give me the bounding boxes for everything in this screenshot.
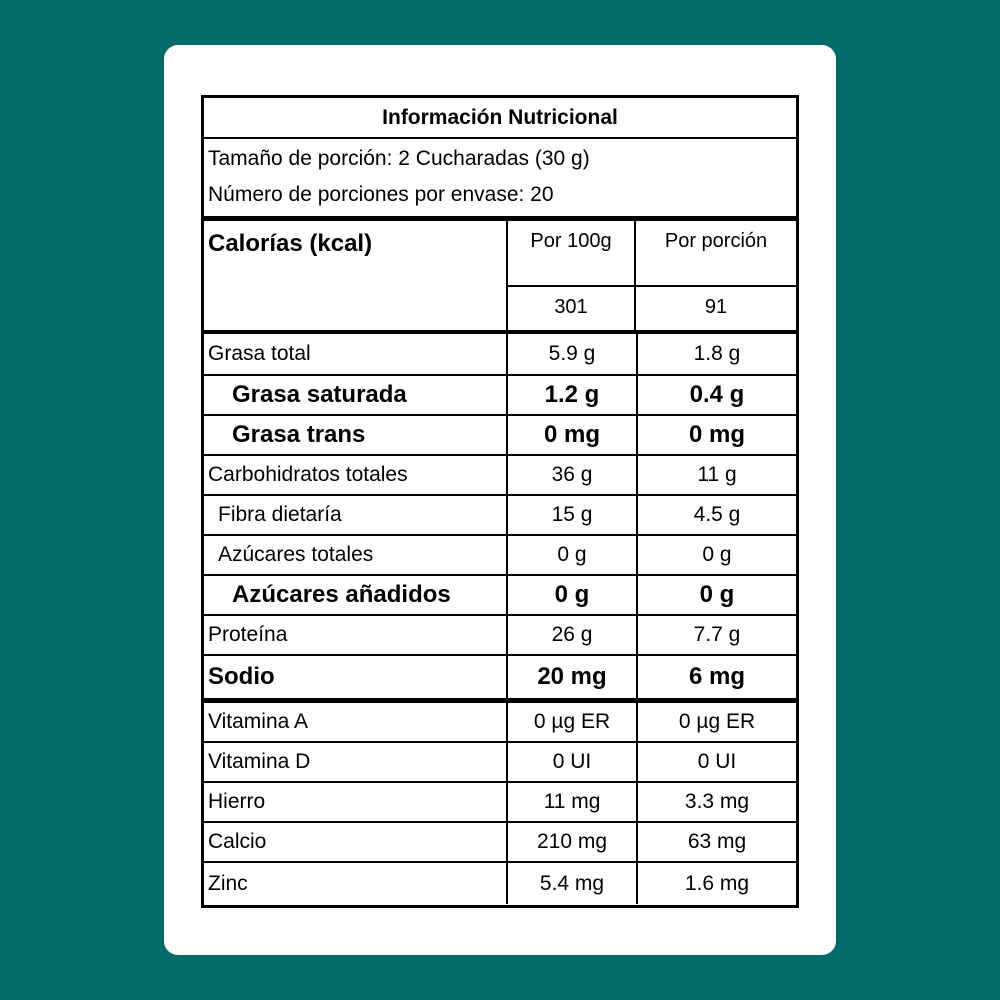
nutrient-per-100g: 15 g <box>508 496 638 534</box>
servings-per-container: Número de porciones por envase: 20 <box>208 183 554 206</box>
micronutrient-per-serving: 3.3 mg <box>684 790 750 813</box>
micronutrient-name: Vitamina D <box>204 743 508 781</box>
nutrient-row-grasa-saturada <box>204 376 796 416</box>
nutrient-per-100g: 0 g <box>508 576 638 614</box>
nutrient-row-sodio <box>204 656 796 703</box>
nutrient-per-100g: 5.9 g <box>508 334 638 374</box>
label-card <box>164 45 836 955</box>
micronutrient-per-serving: 63 mg <box>687 830 747 853</box>
table-title: Información Nutricional <box>204 98 796 139</box>
nutrient-per-100g: 1.2 g <box>508 376 638 414</box>
nutrient-row-grasa-trans <box>204 416 796 456</box>
calories-per-100g: 301 <box>554 296 588 318</box>
nutrient-per-serving: 11 g <box>697 463 737 486</box>
nutrient-name: Fibra dietaría <box>204 496 508 534</box>
nutrient-per-100g: 20 mg <box>508 656 638 698</box>
nutrient-name: Grasa saturada <box>204 376 508 414</box>
micronutrient-per-serving: 0 UI <box>697 750 737 773</box>
nutrient-per-serving: 0 mg <box>688 421 745 448</box>
nutrient-per-serving: 0 g <box>702 543 732 566</box>
serving-info <box>204 139 796 221</box>
micronutrient-row-hierro <box>204 783 796 823</box>
micronutrient-row-calcio <box>204 823 796 863</box>
micronutrient-per-100g: 210 mg <box>508 823 638 861</box>
micronutrient-name: Zinc <box>204 863 508 904</box>
nutrient-row-azucares-totales <box>204 536 796 576</box>
nutrient-name: Azúcares añadidos <box>204 576 508 614</box>
nutrient-per-100g: 0 mg <box>508 416 638 454</box>
micronutrient-per-serving: 1.6 mg <box>684 871 750 895</box>
micronutrient-per-100g: 5.4 mg <box>508 863 638 904</box>
nutrition-facts-table <box>201 95 799 908</box>
micronutrient-name: Hierro <box>204 783 508 821</box>
nutrient-name: Proteína <box>204 616 508 654</box>
nutrient-row-grasa-total <box>204 334 796 376</box>
nutrient-name: Grasa total <box>204 334 508 374</box>
nutrient-per-serving: 6 mg <box>688 663 745 690</box>
calories-label: Calorías (kcal) <box>204 221 508 330</box>
nutrient-per-100g: 26 g <box>508 616 638 654</box>
nutrient-name: Carbohidratos totales <box>204 456 508 494</box>
nutrient-per-100g: 0 g <box>508 536 638 574</box>
nutrient-per-serving: 0 g <box>699 581 735 608</box>
micronutrient-name: Vitamina A <box>204 703 508 741</box>
micronutrient-per-100g: 0 UI <box>508 743 638 781</box>
nutrient-row-fibra <box>204 496 796 536</box>
nutrient-name: Azúcares totales <box>204 536 508 574</box>
calories-section <box>204 221 796 334</box>
micronutrient-row-zinc <box>204 863 796 904</box>
micronutrient-per-100g: 0 µg ER <box>508 703 638 741</box>
nutrient-name: Sodio <box>204 656 508 698</box>
nutrient-per-serving: 0.4 g <box>689 381 745 408</box>
nutrient-per-serving: 4.5 g <box>693 503 741 526</box>
micronutrient-per-serving: 0 µg ER <box>678 710 756 733</box>
nutrient-per-serving: 1.8 g <box>693 342 741 365</box>
nutrient-name: Grasa trans <box>204 416 508 454</box>
nutrient-per-serving: 7.7 g <box>693 623 741 646</box>
nutrient-row-carbohidratos <box>204 456 796 496</box>
nutrient-row-proteina <box>204 616 796 656</box>
per-100g-header: Por 100g <box>508 221 634 287</box>
micronutrient-row-vitamina-a <box>204 703 796 743</box>
per-serving-column <box>636 221 796 330</box>
per-100g-column <box>508 221 636 330</box>
nutrient-per-100g: 36 g <box>508 456 638 494</box>
per-serving-header: Por porción <box>636 221 796 287</box>
calories-per-serving: 91 <box>704 296 728 318</box>
nutrient-row-azucares-anadidos <box>204 576 796 616</box>
micronutrient-per-100g: 11 mg <box>508 783 638 821</box>
serving-size: Tamaño de porción: 2 Cucharadas (30 g) <box>208 147 590 170</box>
micronutrient-name: Calcio <box>204 823 508 861</box>
micronutrient-row-vitamina-d <box>204 743 796 783</box>
